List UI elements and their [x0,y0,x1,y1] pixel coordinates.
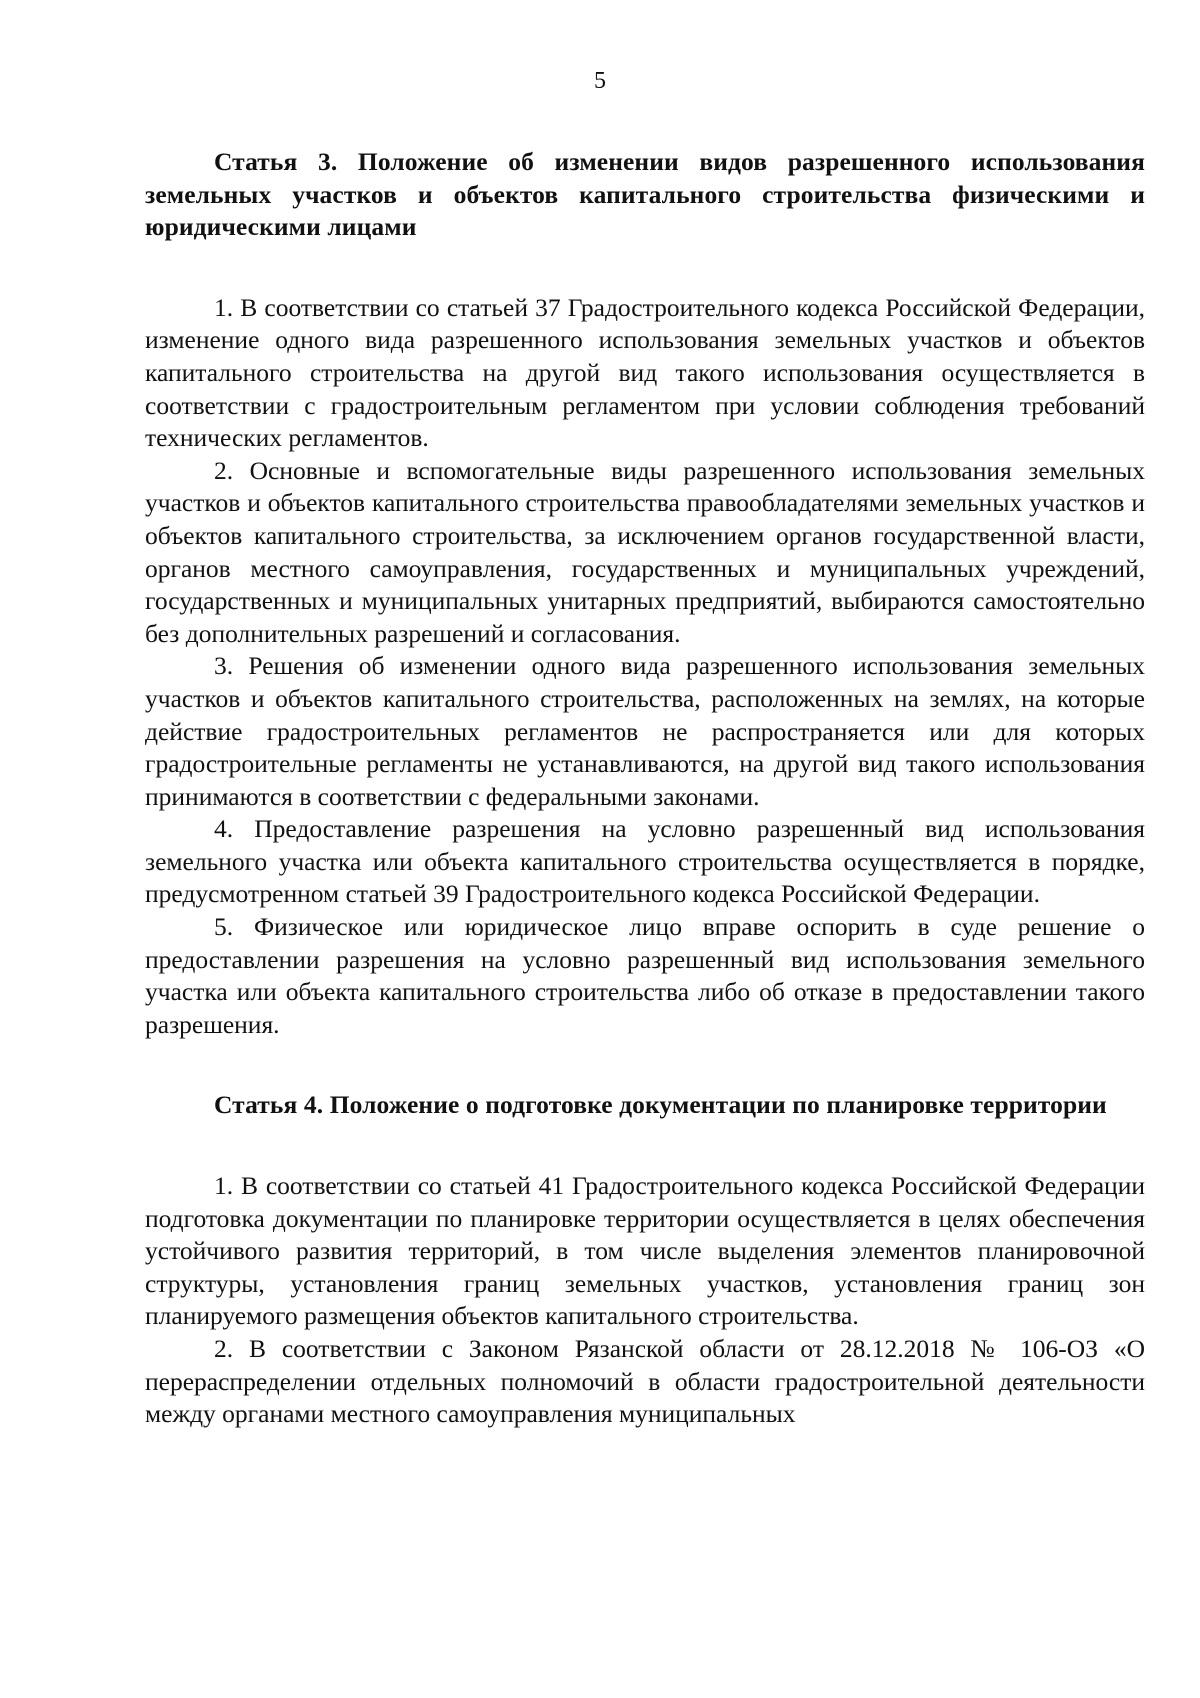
article-3-paragraph-3: 3. Решения об изменении одного вида разрешенного использования земельных участков и объектов капитального строительства, расположенных на землях, на которые действие градостроительных регламентов не распространяется или для которых градостроительные регламенты не устанавливаются, на другой вид такого использования принимаются в соответствии с федеральными законами. [145,651,1145,811]
article-4-paragraph-1: 1. В соответствии со статьей 41 Градостроительного кодекса Российской Федерации подготовка документации по планировке территории осуществляется в целях обеспечения устойчивого развития территорий, в том числе выделения элементов планировочной структуры, установления границ земельных участков, установления границ зон планируемого размещения объектов капитального строительства. [145,1171,1145,1331]
spacer [145,1122,1145,1170]
article-4-paragraph-2: 2. В соответствии с Законом Рязанской области от 28.12.2018 № 106-ОЗ «О перераспределении отдельных полномочий в области градостроительной деятельности между органами местного самоуправления муниципальных [145,1334,1145,1429]
spacer [145,1041,1145,1089]
spacer [145,244,1145,292]
article-3-heading-text: Статья 3. Положение об изменении видов разрешенного использования земельных участков и объектов капитального строительства физическими и юридическими лицами [145,147,1145,242]
article-3-paragraph-4: 4. Предоставление разрешения на условно разрешенный вид использования земельного участка или объекта капитального строительства осуществляется в порядке, предусмотренном статьей 39 Градостроительного кодекса Российской Федерации. [145,814,1145,909]
document-body [145,146,1145,1431]
article-4-heading-text: Статья 4. Положение о подготовке документации по планировке территории [214,1090,1107,1120]
article-4-heading [145,1089,1145,1122]
page-number: 5 [594,68,606,94]
article-3 [145,146,1145,1041]
article-3-paragraph-2: 2. Основные и вспомогательные виды разрешенного использования земельных участков и объектов капитального строительства правообладателями земельных участков и объектов капитального строительства, за исключением органов государственной власти, органов местного самоуправления, государственных и муниципальных учреждений, государственных и муниципальных унитарных предприятий, выбираются самостоятельно без дополнительных разрешений и согласования. [145,455,1145,648]
article-3-heading [145,146,1145,244]
article-3-paragraph-5: 5. Физическое или юридическое лицо вправе оспорить в суде решение о предоставлении разрешения на условно разрешенный вид использования земельного участка или объекта капитального строительства либо об отказе в предоставлении такого разрешения. [145,912,1145,1039]
article-3-paragraph-1: 1. В соответствии со статьей 37 Градостроительного кодекса Российской Федерации, изменение одного вида разрешенного использования земельных участков и объектов капитального строительства на другой вид такого использования осуществляется в соответствии с градостроительным регламентом при условии соблюдения требований технических регламентов. [145,292,1145,453]
article-4 [145,1089,1145,1430]
